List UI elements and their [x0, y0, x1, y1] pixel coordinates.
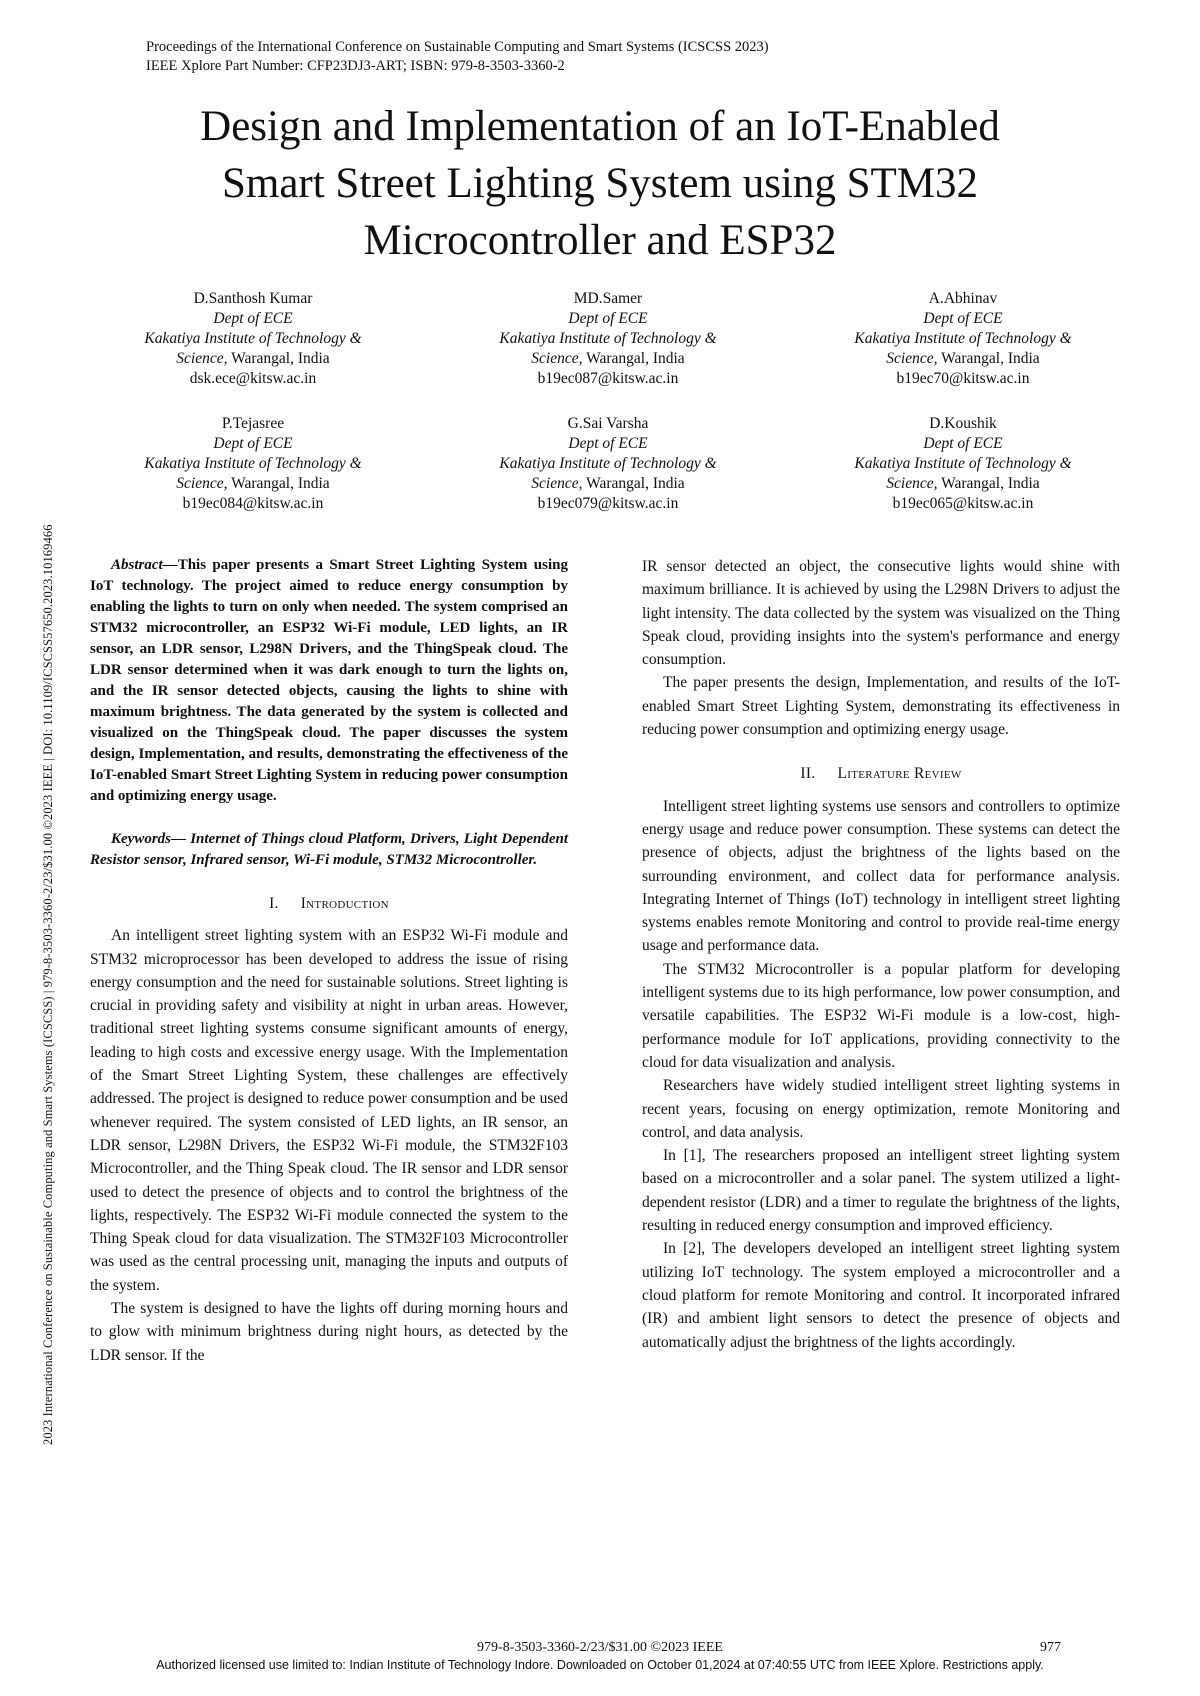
- author-institution: Kakatiya Institute of Technology &: [854, 455, 1072, 472]
- author-name: D.Koushik: [929, 415, 997, 432]
- literature-paragraph-1: Intelligent street lighting systems use sensors and controllers to optimize energy usage and reduce power consumption. These systems can detect the presence of objects, adjust the brightness of the lights based on the surrounding environment, and collect data for performance analysis. Integrating Internet of Things (IoT) technology in intelligent street lighting systems enables remote Monitoring and control to provide real-time energy usage and performance data.: [642, 797, 1120, 955]
- author-email: b19ec065@kitsw.ac.in: [892, 495, 1034, 512]
- page-number: 977: [1040, 1640, 1061, 1655]
- author-card: [798, 414, 1128, 514]
- intro-paragraph-1: An intelligent street lighting system with an ESP32 Wi-Fi module and STM32 microprocessor has been developed to address the issue of rising energy consumption and the need for sustainable solutions. Street lighting is crucial in providing safety and visibility at night in urban areas. However, traditional street lighting systems consume significant amounts of energy, leading to high costs and excessive energy usage. With the Implementation of the Smart Street Lighting System, these challenges are effectively addressed. The project is designed to reduce power consumption and be used whenever required. The system consisted of LED lights, an IR sensor, an LDR sensor, L298N Drivers, the ESP32 Wi-Fi module, the STM32F103 Microcontroller, and the Thing Speak cloud. The IR sensor and LDR sensor used to detect the presence of objects and to control the brightness of the lights, respectively. The ESP32 Wi-Fi module connected the system to the Thing Speak cloud for data visualization. The STM32F103 Microcontroller was used as the central processing unit, managing the inputs and outputs of the system.: [90, 927, 568, 1294]
- author-location: Science, Warangal, India: [176, 475, 330, 492]
- author-card: [798, 289, 1128, 389]
- keywords-label: Keywords—: [111, 831, 186, 847]
- author-block: [88, 289, 1128, 539]
- author-dept: Dept of ECE: [213, 310, 293, 327]
- author-location: Science, Warangal, India: [176, 350, 330, 367]
- author-name: P.Tejasree: [221, 415, 285, 432]
- author-location: Science, Warangal, India: [531, 350, 685, 367]
- left-column: [90, 555, 568, 1367]
- intro-paragraph-2: The system is designed to have the lights off during morning hours and to glow with minimum brightness during night hours, as detected by the LDR sensor. If the: [90, 1300, 568, 1364]
- author-location: Science, Warangal, India: [531, 475, 685, 492]
- literature-paragraph-5: In [2], The developers developed an intelligent street lighting system utilizing IoT technology. The system employed a microcontroller and a cloud platform for remote Monitoring and control. It incorporated infrared (IR) and ambient light sensors to detect the presence of objects and automatically adjust the brightness of the lights accordingly.: [642, 1240, 1120, 1351]
- author-dept: Dept of ECE: [213, 435, 293, 452]
- proceedings-line-1: Proceedings of the International Conference on Sustainable Computing and Smart Systems (ICSCSS 2023): [146, 39, 769, 55]
- abstract-label: Abstract—: [111, 557, 178, 573]
- author-email: b19ec079@kitsw.ac.in: [537, 495, 679, 512]
- author-name: MD.Samer: [573, 290, 643, 307]
- author-location: Science, Warangal, India: [886, 475, 1040, 492]
- literature-paragraph-2: The STM32 Microcontroller is a popular platform for developing intelligent systems due to its high performance, low power consumption, and versatile capabilities. The ESP32 Wi-Fi module is a low-cost, high-performance module for IoT applications, providing connectivity to the cloud for data visualization and analysis.: [642, 960, 1120, 1071]
- section-heading-introduction: I. Introduction: [269, 895, 389, 912]
- right-column: [642, 555, 1120, 1354]
- author-dept: Dept of ECE: [923, 310, 1003, 327]
- author-email: dsk.ece@kitsw.ac.in: [189, 370, 317, 387]
- author-institution: Kakatiya Institute of Technology &: [144, 455, 362, 472]
- proceedings-line-2: IEEE Xplore Part Number: CFP23DJ3-ART; ISBN: 979-8-3503-3360-2: [146, 58, 565, 74]
- intro-paragraph-3: The paper presents the design, Implementation, and results of the IoT-enabled Smart Street Lighting System, demonstrating its effectiveness in reducing power consumption and optimizing energy usage.: [642, 674, 1120, 739]
- author-card: [443, 414, 773, 514]
- author-institution: Kakatiya Institute of Technology &: [499, 330, 717, 347]
- author-card: [88, 414, 418, 514]
- paper-title: [100, 98, 1100, 269]
- author-name: D.Santhosh Kumar: [193, 290, 313, 307]
- author-institution: Kakatiya Institute of Technology &: [499, 455, 717, 472]
- author-card: [88, 289, 418, 389]
- intro-paragraph-2-continued: IR sensor detected an object, the consecutive lights would shine with maximum brilliance. It is achieved by using the L298N Drivers to adjust the light intensity. The data collected by the system was visualized on the Thing Speak cloud, providing insights into the system's performance and energy consumption.: [642, 558, 1120, 669]
- author-card: [443, 289, 773, 389]
- author-institution: Kakatiya Institute of Technology &: [854, 330, 1072, 347]
- author-email: b19ec70@kitsw.ac.in: [896, 370, 1030, 387]
- author-dept: Dept of ECE: [568, 310, 648, 327]
- keywords: [90, 829, 568, 871]
- author-name: G.Sai Varsha: [567, 415, 649, 432]
- keywords-text: Internet of Things cloud Platform, Drivers, Light Dependent Resistor sensor, Infrared sensor, Wi-Fi module, STM32 Microcontroller.: [90, 831, 568, 868]
- abstract: [90, 555, 568, 807]
- author-dept: Dept of ECE: [923, 435, 1003, 452]
- literature-paragraph-4: In [1], The researchers proposed an intelligent street lighting system based on a microcontroller and a solar panel. The system utilized a light-dependent resistor (LDR) and a timer to regulate the brightness of the lights, resulting in reduced energy consumption and improved efficiency.: [642, 1147, 1120, 1235]
- abstract-text: This paper presents a Smart Street Lighting System using IoT technology. The project aimed to reduce energy consumption by enabling the lights to turn on only when needed. The system comprised an STM32 microcontroller, an ESP32 Wi-Fi module, LED lights, an IR sensor, an LDR sensor, L298N Drivers, and the ThingSpeak cloud. The LDR sensor determined when it was dark enough to turn the lights on, and the IR sensor detected objects, causing the lights to shine with maximum brightness. The data generated by the system is collected and visualized on the ThingSpeak cloud. The paper discusses the system design, Implementation, and results, demonstrating the effectiveness of the IoT-enabled Smart Street Lighting System in reducing power consumption and optimizing energy usage.: [90, 557, 568, 804]
- author-email: b19ec087@kitsw.ac.in: [537, 370, 679, 387]
- proceedings-header: [146, 38, 769, 76]
- author-institution: Kakatiya Institute of Technology &: [144, 330, 362, 347]
- author-dept: Dept of ECE: [568, 435, 648, 452]
- section-heading-literature-review: II. Literature Review: [800, 765, 962, 783]
- author-name: A.Abhinav: [928, 290, 998, 307]
- license-notice: Authorized licensed use limited to: Indian Institute of Technology Indore. Downloaded on October 01,2024 at 07:40:55 UTC from IEEE Xplore. Restrictions apply.: [156, 1658, 1044, 1672]
- author-row-1: [88, 289, 1128, 389]
- title-line-2: Smart Street Lighting System using STM32: [221, 160, 979, 207]
- author-location: Science, Warangal, India: [886, 350, 1040, 367]
- title-line-3: Microcontroller and ESP32: [363, 217, 837, 264]
- title-line-1: Design and Implementation of an IoT-Enabled: [200, 103, 1000, 150]
- footer-identifier: 979-8-3503-3360-2/23/$31.00 ©2023 IEEE: [477, 1640, 723, 1655]
- side-doi-identifier: 2023 International Conference on Sustainable Computing and Smart Systems (ICSCSS) | 979-8-3503-3360-2/23/$31.00 ©2023 IEEE | DOI: 10.1109/ICSCSS57650.2023.10169466: [41, 524, 55, 1445]
- literature-paragraph-3: Researchers have widely studied intelligent street lighting systems in recent years, focusing on energy optimization, remote Monitoring and control, and data analysis.: [642, 1077, 1120, 1141]
- author-row-2: [88, 414, 1128, 514]
- author-email: b19ec084@kitsw.ac.in: [182, 495, 324, 512]
